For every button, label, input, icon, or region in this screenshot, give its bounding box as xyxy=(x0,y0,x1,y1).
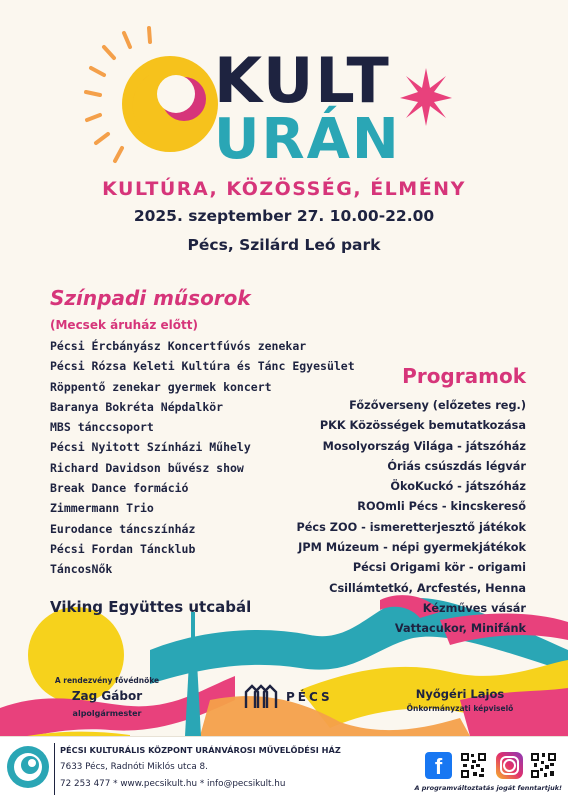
pecs-logo-text: PÉCS xyxy=(286,690,333,704)
list-item: Mosolyország Világa - játszóház xyxy=(322,439,526,453)
list-item: Richard Davidson bűvész show xyxy=(50,460,244,475)
list-item: JPM Múzeum - népi gyermekjátékok xyxy=(298,541,526,555)
list-item: Zimmermann Trio xyxy=(50,501,154,516)
list-item: Pécsi Nyitott Színházi Műhely xyxy=(50,440,251,455)
list-item: Óriás csúszdás légvár xyxy=(387,459,526,473)
tv-tower-icon xyxy=(185,612,201,736)
star-icon xyxy=(400,68,452,126)
list-item: Vattacukor, Minifánk xyxy=(394,622,526,636)
list-item: MBS tánccsoport xyxy=(50,420,154,435)
organization-name: PÉCSI KULTURÁLIS KÖZPONT URÁNVÁROSI MŰVELŐDÉSI HÁZ xyxy=(60,745,341,755)
representative-name: Nyőgéri Lajos xyxy=(415,687,505,701)
list-item: Pécs ZOO - ismeretterjesztő játékok xyxy=(296,520,526,534)
patron-name: Zag Gábor xyxy=(71,689,143,703)
list-item: Pécsi Origami kör - origami xyxy=(352,561,526,575)
list-item: Pécsi Rózsa Keleti Kultúra és Tánc Egyesület xyxy=(50,359,355,374)
list-item: Csillámtetkó, Arcfestés, Henna xyxy=(329,581,526,595)
stage-location: (Mecsek áruház előtt) xyxy=(50,318,198,332)
instagram-qr-code-icon xyxy=(530,752,557,779)
organization-address: 7633 Pécs, Radnóti Miklós utca 8. xyxy=(60,762,208,772)
list-item: Pécsi Fordan Táncklub xyxy=(50,541,196,556)
list-item: Kézműves vásár xyxy=(422,601,526,615)
stage-programs-heading: Színpadi műsorok xyxy=(50,286,251,310)
pecs-city-logo xyxy=(244,684,333,710)
patron-intro: A rendezvény fővédnöke xyxy=(54,676,160,685)
footer xyxy=(0,736,568,800)
programs-list xyxy=(296,396,526,640)
event-title-uran: URÁN xyxy=(214,107,401,172)
pecs-logo-icon xyxy=(244,684,280,710)
list-item: Főzőverseny (előzetes reg.) xyxy=(349,399,526,412)
list-item: ROOmli Pécs - kincskereső xyxy=(357,500,526,514)
tagline: KULTÚRA, KÖZÖSSÉG, ÉLMÉNY xyxy=(102,178,466,200)
facebook-qr-code-icon xyxy=(460,752,487,779)
pkk-logo-icon xyxy=(4,743,52,791)
representative-role: Önkormányzati képviselő xyxy=(406,704,514,713)
list-item: Eurodance táncszínház xyxy=(50,521,196,536)
programs-heading: Programok xyxy=(402,364,526,388)
list-item: Pécsi Ércbányász Koncertfúvós zenekar xyxy=(50,339,307,353)
event-date: 2025. szeptember 27. 10.00-22.00 xyxy=(133,207,435,225)
disclaimer-note: A programváltoztatás jogát fenntartjuk! xyxy=(414,784,562,792)
sun-icon xyxy=(122,56,218,152)
organization-contact: 72 253 477 * www.pecsikult.hu * info@pecsikult.hu xyxy=(60,779,286,789)
footer-divider xyxy=(54,743,55,795)
list-item: Röppentő zenekar gyermek koncert xyxy=(50,379,272,394)
list-item: TáncosNők xyxy=(50,562,113,577)
closing-act: Viking Együttes utcabál xyxy=(50,598,252,616)
patron-role: alpolgármester xyxy=(72,709,142,718)
list-item: PKK Közösségek bemutatkozása xyxy=(319,419,526,433)
list-item: Baranya Bokréta Népdalkör xyxy=(50,399,224,414)
list-item: ÖkoKuckó - játszóház xyxy=(390,480,526,494)
list-item: Break Dance formáció xyxy=(50,481,189,496)
event-title-kult: KULT xyxy=(214,44,391,117)
event-venue: Pécs, Szilárd Leó park xyxy=(187,236,381,254)
facebook-icon[interactable]: f xyxy=(425,752,452,779)
instagram-icon[interactable] xyxy=(496,752,523,779)
